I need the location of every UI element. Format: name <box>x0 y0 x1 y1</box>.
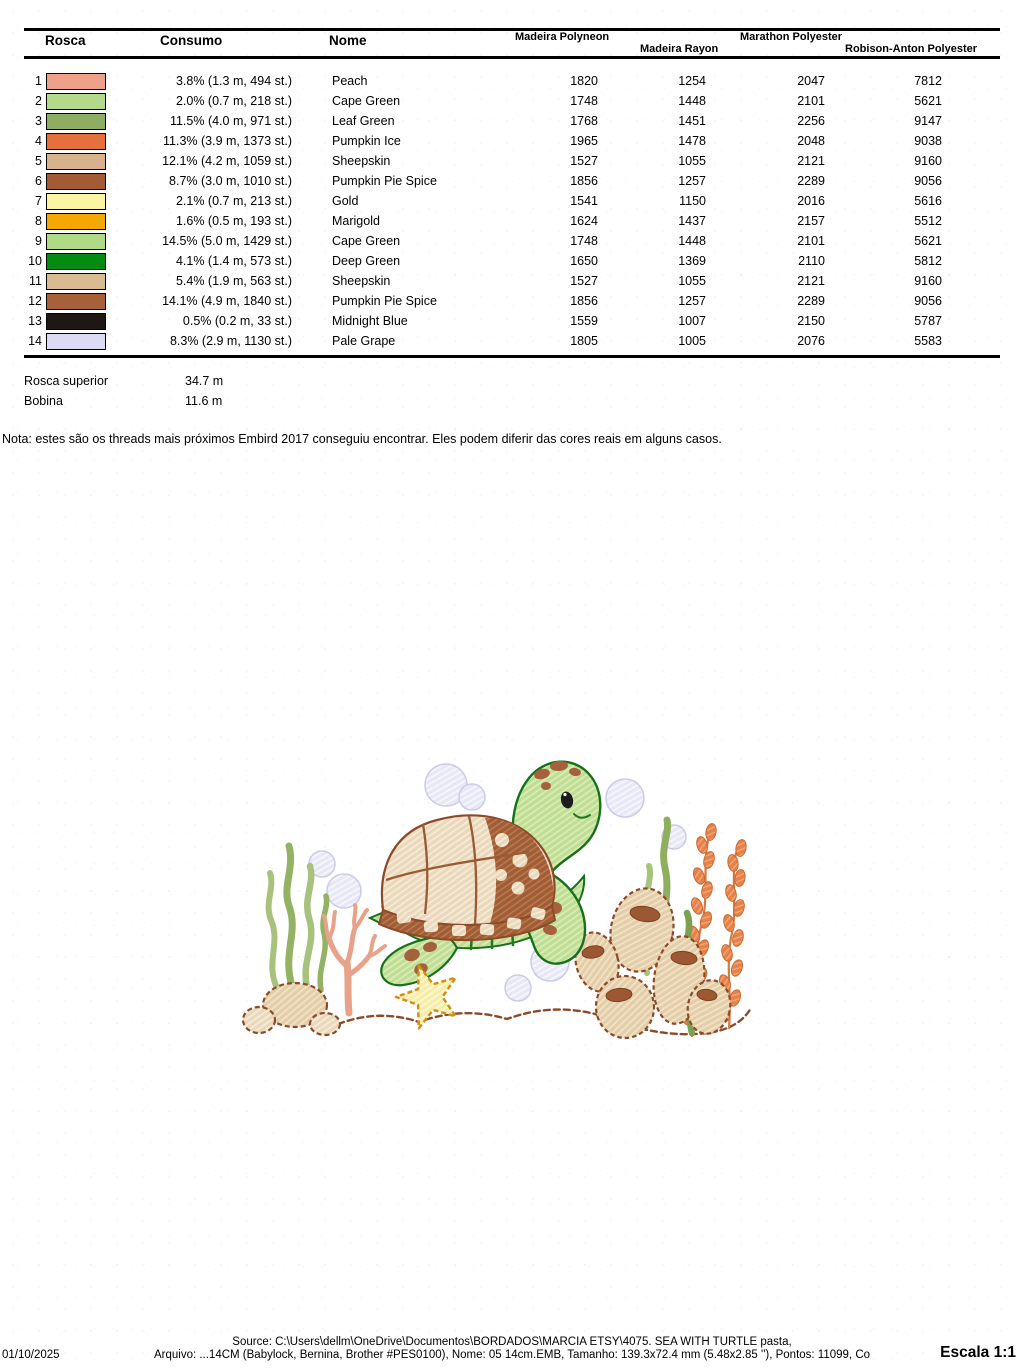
rosca-superior-value: 34.7 m <box>185 374 224 388</box>
table-row <box>24 171 1000 191</box>
madeira-rayon-code: 1448 <box>678 234 706 248</box>
table-row <box>24 151 1000 171</box>
madeira-rayon-code: 1369 <box>678 254 706 268</box>
table-row <box>24 291 1000 311</box>
thread-consumption: 11.5% (4.0 m, 971 st.) <box>169 114 292 128</box>
thread-color-swatch <box>46 113 106 130</box>
rocks <box>243 983 340 1035</box>
thread-swatch-cell <box>44 133 108 150</box>
design-preview <box>237 748 790 1060</box>
table-row <box>24 191 1000 211</box>
thread-name: Pale Grape <box>332 334 396 348</box>
marathon-polyester-code: 2289 <box>797 174 825 188</box>
thread-swatch-cell <box>44 313 108 330</box>
thread-name: Deep Green <box>332 254 401 268</box>
thread-swatch-cell <box>44 293 108 310</box>
footer-source-line: Source: C:\Users\dellm\OneDrive\Documentos\BORDADOS\MARCIA ETSY\4075. SEA WITH TURTLE pasta, <box>232 1336 792 1348</box>
thread-name: Gold <box>332 194 359 208</box>
thread-color-swatch <box>46 333 106 350</box>
robison-anton-code: 5621 <box>914 94 942 108</box>
marathon-polyester-code: 2048 <box>797 134 825 148</box>
thread-color-swatch <box>46 253 106 270</box>
madeira-rayon-code: 1254 <box>678 74 706 88</box>
madeira-rayon-code: 1007 <box>678 314 706 328</box>
thread-swatch-cell <box>44 173 108 190</box>
thread-number: 11 <box>29 274 42 288</box>
thread-color-swatch <box>46 213 106 230</box>
thread-swatch-cell <box>44 73 108 90</box>
thread-name: Sheepskin <box>332 154 391 168</box>
thread-name: Midnight Blue <box>332 314 408 328</box>
thread-number: 8 <box>35 214 42 228</box>
footer-date: 01/10/2025 <box>2 1349 60 1361</box>
thread-swatch-cell <box>44 233 108 250</box>
robison-anton-code: 5616 <box>914 194 942 208</box>
thread-name: Leaf Green <box>332 114 395 128</box>
thread-color-swatch <box>46 293 106 310</box>
thread-color-swatch <box>46 153 106 170</box>
madeira-polyneon-code: 1805 <box>570 334 598 348</box>
madeira-polyneon-code: 1856 <box>570 174 598 188</box>
thread-color-swatch <box>46 233 106 250</box>
thread-consumption: 3.8% (1.3 m, 494 st.) <box>175 74 292 88</box>
thread-consumption: 14.1% (4.9 m, 1840 st.) <box>162 294 292 308</box>
bobina-label: Bobina <box>24 394 63 408</box>
thread-number: 4 <box>35 134 42 148</box>
thread-name: Pumpkin Pie Spice <box>332 294 437 308</box>
rosca-superior-label: Rosca superior <box>24 374 109 388</box>
thread-swatch-cell <box>44 253 108 270</box>
robison-anton-code: 9056 <box>914 294 942 308</box>
table-top-rule <box>24 28 1000 31</box>
madeira-polyneon-code: 1527 <box>570 154 598 168</box>
thread-swatch-cell <box>44 153 108 170</box>
table-row <box>24 311 1000 331</box>
marathon-polyester-code: 2101 <box>797 234 825 248</box>
thread-number: 1 <box>35 74 42 88</box>
marathon-polyester-code: 2076 <box>797 334 825 348</box>
table-row <box>24 131 1000 151</box>
thread-number: 9 <box>35 234 42 248</box>
robison-anton-code: 5812 <box>914 254 942 268</box>
thread-consumption: 8.7% (3.0 m, 1010 st.) <box>169 174 292 188</box>
marathon-polyester-code: 2016 <box>797 194 825 208</box>
header-robison-anton-polyester: Robison-Anton Polyester <box>845 43 978 55</box>
thread-consumption: 0.5% (0.2 m, 33 st.) <box>182 314 292 328</box>
thread-color-swatch <box>46 193 106 210</box>
header-consumo: Consumo <box>160 33 223 48</box>
thread-consumption: 5.4% (1.9 m, 563 st.) <box>175 274 292 288</box>
thread-number: 12 <box>28 294 42 308</box>
thread-consumption: 1.6% (0.5 m, 193 st.) <box>175 214 292 228</box>
thread-color-swatch <box>46 133 106 150</box>
marathon-polyester-code: 2289 <box>797 294 825 308</box>
madeira-rayon-code: 1150 <box>679 194 706 208</box>
robison-anton-code: 9160 <box>914 274 942 288</box>
table-bottom-rule <box>24 355 1000 358</box>
robison-anton-code: 9160 <box>914 154 942 168</box>
robison-anton-code: 9147 <box>914 114 942 128</box>
madeira-polyneon-code: 1527 <box>570 274 598 288</box>
madeira-polyneon-code: 1768 <box>570 114 598 128</box>
table-header-rule <box>24 56 1000 59</box>
madeira-polyneon-code: 1748 <box>570 94 598 108</box>
madeira-rayon-code: 1451 <box>678 114 706 128</box>
robison-anton-code: 5621 <box>914 234 942 248</box>
thread-name: Cape Green <box>332 234 401 248</box>
thread-name: Cape Green <box>332 94 401 108</box>
header-nome: Nome <box>329 33 367 48</box>
marathon-polyester-code: 2121 <box>797 274 825 288</box>
thread-number: 3 <box>35 114 42 128</box>
madeira-polyneon-code: 1624 <box>570 214 598 228</box>
thread-swatch-cell <box>44 113 108 130</box>
thread-swatch-cell <box>44 333 108 350</box>
threads-note: Nota: estes são os threads mais próximos Embird 2017 conseguiu encontrar. Eles podem diferir das cores reais em alguns casos. <box>2 432 722 446</box>
thread-consumption: 8.3% (2.9 m, 1130 st.) <box>169 334 292 348</box>
table-row <box>24 331 1000 351</box>
thread-consumption: 11.3% (3.9 m, 1373 st.) <box>163 134 292 148</box>
thread-name: Sheepskin <box>332 274 391 288</box>
header-rosca: Rosca <box>45 33 86 48</box>
marathon-polyester-code: 2101 <box>797 94 825 108</box>
thread-number: 6 <box>35 174 42 188</box>
table-row <box>24 71 1000 91</box>
thread-consumption: 12.1% (4.2 m, 1059 st.) <box>162 154 292 168</box>
footer-scale: Escala 1:1 <box>940 1344 1016 1361</box>
madeira-polyneon-code: 1965 <box>570 134 598 148</box>
thread-name: Peach <box>332 74 368 88</box>
header-madeira-polyneon: Madeira Polyneon <box>515 31 610 43</box>
madeira-rayon-code: 1257 <box>678 174 706 188</box>
robison-anton-code: 9038 <box>914 134 942 148</box>
turtle-shell <box>379 815 555 940</box>
robison-anton-code: 5787 <box>914 314 942 328</box>
thread-number: 14 <box>28 334 42 348</box>
table-row <box>24 231 1000 251</box>
marathon-polyester-code: 2157 <box>797 214 825 228</box>
thread-name: Pumpkin Ice <box>332 134 401 148</box>
madeira-polyneon-code: 1541 <box>570 194 598 208</box>
thread-consumption: 14.5% (5.0 m, 1429 st.) <box>162 234 292 248</box>
header-madeira-rayon: Madeira Rayon <box>640 43 719 55</box>
thread-number: 5 <box>35 154 42 168</box>
madeira-rayon-code: 1478 <box>678 134 706 148</box>
madeira-rayon-code: 1055 <box>678 154 706 168</box>
thread-color-swatch <box>46 93 106 110</box>
thread-color-swatch <box>46 173 106 190</box>
thread-swatch-cell <box>44 273 108 290</box>
robison-anton-code: 5583 <box>914 334 942 348</box>
barrel-sponges <box>569 882 735 1039</box>
madeira-polyneon-code: 1748 <box>570 234 598 248</box>
thread-name: Marigold <box>332 214 380 228</box>
thread-rows <box>24 71 1000 351</box>
bobina-value: 11.6 m <box>185 394 223 408</box>
thread-consumption: 2.0% (0.7 m, 218 st.) <box>175 94 292 108</box>
marathon-polyester-code: 2110 <box>798 254 825 268</box>
marathon-polyester-code: 2150 <box>797 314 825 328</box>
madeira-rayon-code: 1257 <box>678 294 706 308</box>
table-row <box>24 271 1000 291</box>
marathon-polyester-code: 2121 <box>797 154 825 168</box>
thread-name: Pumpkin Pie Spice <box>332 174 437 188</box>
robison-anton-code: 9056 <box>914 174 942 188</box>
marathon-polyester-code: 2256 <box>797 114 825 128</box>
thread-number: 2 <box>35 94 42 108</box>
thread-consumption: 4.1% (1.4 m, 573 st.) <box>175 254 292 268</box>
table-row <box>24 211 1000 231</box>
thread-color-swatch <box>46 73 106 90</box>
robison-anton-code: 5512 <box>914 214 942 228</box>
thread-consumption: 2.1% (0.7 m, 213 st.) <box>175 194 292 208</box>
table-row <box>24 91 1000 111</box>
sea-turtle-embroidery-graphic <box>237 748 790 1060</box>
thread-swatch-cell <box>44 93 108 110</box>
madeira-rayon-code: 1005 <box>678 334 706 348</box>
thread-color-swatch <box>46 273 106 290</box>
thread-number: 7 <box>35 194 42 208</box>
madeira-rayon-code: 1437 <box>678 214 706 228</box>
madeira-rayon-code: 1055 <box>678 274 706 288</box>
madeira-polyneon-code: 1820 <box>570 74 598 88</box>
thread-swatch-cell <box>44 193 108 210</box>
marathon-polyester-code: 2047 <box>797 74 825 88</box>
madeira-polyneon-code: 1856 <box>570 294 598 308</box>
madeira-polyneon-code: 1650 <box>570 254 598 268</box>
footer-file-line: Arquivo: ...14CM (Babylock, Bernina, Brother #PES0100), Nome: 05 14cm.EMB, Tamanho: 139.3x72.4 mm (5.48x2.85 ''), Pontos: 11099, Co <box>153 1349 871 1361</box>
madeira-rayon-code: 1448 <box>678 94 706 108</box>
robison-anton-code: 7812 <box>914 74 942 88</box>
table-row <box>24 111 1000 131</box>
table-row <box>24 251 1000 271</box>
thread-number: 10 <box>28 254 42 268</box>
thread-swatch-cell <box>44 213 108 230</box>
header-marathon-polyester: Marathon Polyester <box>740 31 843 43</box>
thread-color-swatch <box>46 313 106 330</box>
thread-number: 13 <box>28 314 42 328</box>
madeira-polyneon-code: 1559 <box>570 314 598 328</box>
